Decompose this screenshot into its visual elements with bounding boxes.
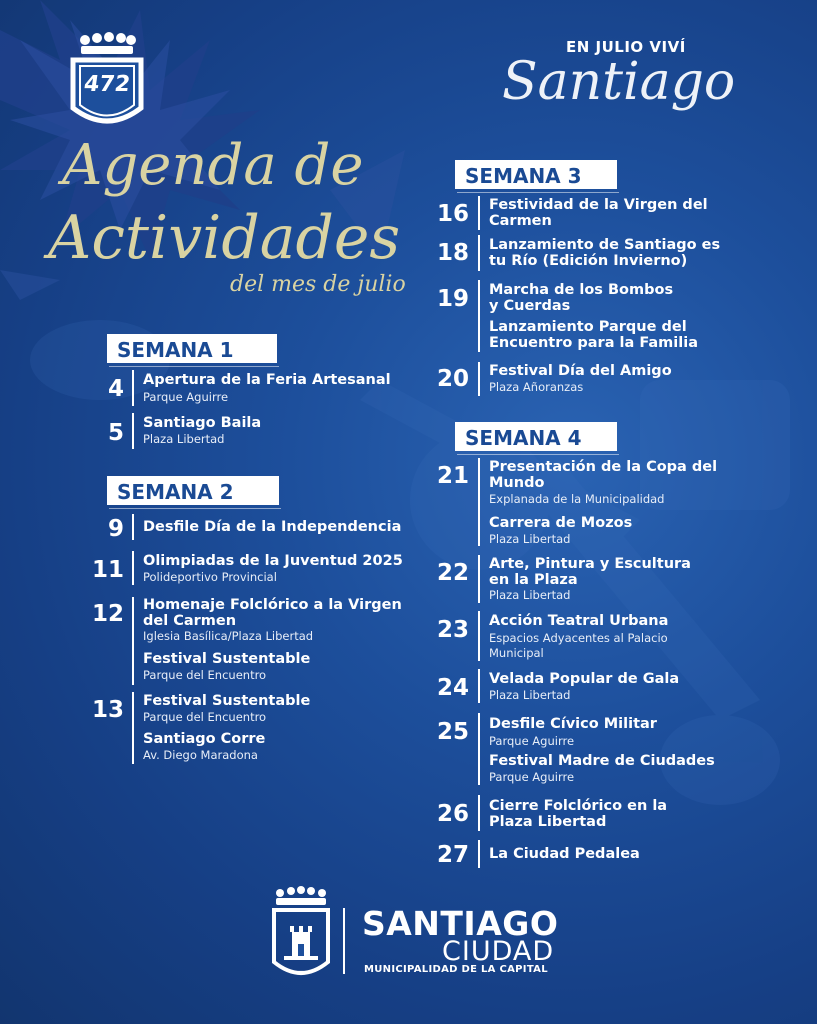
divider bbox=[132, 551, 134, 585]
event-title: tu Río (Edición Invierno) bbox=[489, 253, 688, 269]
event-place: Municipal bbox=[489, 646, 544, 660]
event-title: Encuentro para la Familia bbox=[489, 335, 698, 351]
divider bbox=[132, 597, 134, 685]
event-place: Plaza Libertad bbox=[489, 532, 571, 546]
event-place: Av. Diego Maradona bbox=[143, 748, 258, 762]
day-number: 19 bbox=[436, 286, 469, 312]
day-number: 23 bbox=[436, 617, 469, 643]
event-title: del Carmen bbox=[143, 613, 237, 629]
tagline-city: Santiago bbox=[502, 52, 736, 112]
event-title: Olimpiadas de la Juventud 2025 bbox=[143, 553, 403, 569]
event-place: Polideportivo Provincial bbox=[143, 570, 277, 584]
day-number: 26 bbox=[436, 801, 469, 827]
event-title: Velada Popular de Gala bbox=[489, 671, 680, 687]
event-title: Festival Sustentable bbox=[143, 651, 311, 667]
event-title: Apertura de la Feria Artesanal bbox=[143, 372, 391, 388]
day-number: 9 bbox=[107, 516, 124, 542]
week-4-label: SEMANA 4 bbox=[455, 422, 617, 451]
event-title: Marcha de los Bombos bbox=[489, 282, 674, 298]
day-number: 27 bbox=[436, 842, 469, 868]
day-number: 20 bbox=[436, 366, 469, 392]
page-title-line2: Actividades bbox=[48, 203, 401, 273]
tagline-top: EN JULIO VIVÍ bbox=[566, 38, 686, 56]
divider bbox=[132, 370, 134, 406]
footer-brand-line2: CIUDAD bbox=[442, 936, 555, 967]
day-number: 5 bbox=[107, 420, 124, 446]
event-title: Desfile Cívico Militar bbox=[489, 716, 657, 732]
day-number: 25 bbox=[436, 719, 469, 745]
divider bbox=[478, 235, 480, 271]
week-3-label: SEMANA 3 bbox=[455, 160, 617, 189]
event-title: Cierre Folclórico en la bbox=[489, 798, 668, 814]
event-title: Acción Teatral Urbana bbox=[489, 613, 669, 629]
event-title: Lanzamiento Parque del bbox=[489, 319, 687, 335]
event-title: Presentación de la Copa del bbox=[489, 459, 718, 475]
divider bbox=[478, 713, 480, 785]
divider bbox=[478, 611, 480, 661]
day-number: 21 bbox=[436, 463, 469, 489]
event-place: Plaza Libertad bbox=[143, 432, 225, 446]
event-title: Festival Madre de Ciudades bbox=[489, 753, 715, 769]
event-title: Festividad de la Virgen del bbox=[489, 197, 708, 213]
day-number: 22 bbox=[436, 560, 469, 586]
day-number: 16 bbox=[436, 201, 469, 227]
divider bbox=[478, 555, 480, 603]
event-place: Espacios Adyacentes al Palacio bbox=[489, 631, 668, 645]
divider bbox=[132, 413, 134, 449]
event-title: y Cuerdas bbox=[489, 298, 571, 314]
week-1-label: SEMANA 1 bbox=[107, 334, 277, 363]
event-place: Parque del Encuentro bbox=[143, 710, 267, 724]
divider bbox=[478, 458, 480, 546]
footer-divider bbox=[343, 908, 345, 974]
municipal-crest-icon bbox=[270, 884, 332, 984]
badge-number: 472 bbox=[82, 72, 132, 97]
page-subtitle: del mes de julio bbox=[230, 272, 406, 297]
event-title: Desfile Día de la Independencia bbox=[143, 519, 402, 535]
event-title: Santiago Baila bbox=[143, 415, 262, 431]
divider bbox=[478, 362, 480, 396]
event-title: Carrera de Mozos bbox=[489, 515, 633, 531]
day-number: 12 bbox=[91, 601, 124, 627]
event-place: Iglesia Basílica/Plaza Libertad bbox=[143, 629, 314, 643]
event-place: Plaza Libertad bbox=[489, 688, 571, 702]
divider bbox=[132, 692, 134, 764]
day-number: 13 bbox=[91, 697, 124, 723]
event-place: Parque Aguirre bbox=[489, 734, 575, 748]
divider bbox=[132, 514, 134, 540]
divider bbox=[478, 196, 480, 230]
page-title-line1: Agenda de bbox=[62, 133, 364, 198]
divider bbox=[478, 669, 480, 703]
event-title: Homenaje Folclórico a la Virgen bbox=[143, 597, 402, 613]
event-title: Festival Día del Amigo bbox=[489, 363, 672, 379]
event-title: La Ciudad Pedalea bbox=[489, 846, 640, 862]
event-title: Mundo bbox=[489, 475, 545, 491]
footer-brand-line1: SANTIAGO bbox=[362, 904, 559, 943]
event-place: Explanada de la Municipalidad bbox=[489, 492, 665, 506]
event-title: en la Plaza bbox=[489, 572, 578, 588]
event-place: Plaza Libertad bbox=[489, 588, 571, 602]
divider bbox=[478, 795, 480, 831]
divider bbox=[478, 840, 480, 868]
footer-brand-line3: MUNICIPALIDAD DE LA CAPITAL bbox=[364, 964, 548, 975]
day-number: 18 bbox=[436, 240, 469, 266]
event-title: Lanzamiento de Santiago es bbox=[489, 237, 721, 253]
event-title: Santiago Corre bbox=[143, 731, 266, 747]
day-number: 11 bbox=[91, 557, 124, 583]
day-number: 24 bbox=[436, 675, 469, 701]
event-title: Arte, Pintura y Escultura bbox=[489, 556, 691, 572]
divider bbox=[478, 280, 480, 352]
event-place: Parque Aguirre bbox=[143, 390, 229, 404]
event-title: Carmen bbox=[489, 213, 552, 229]
day-number: 4 bbox=[107, 376, 124, 402]
event-place: Parque Aguirre bbox=[489, 770, 575, 784]
event-place: Parque del Encuentro bbox=[143, 668, 267, 682]
event-title: Festival Sustentable bbox=[143, 693, 311, 709]
event-place: Plaza Añoranzas bbox=[489, 380, 584, 394]
event-title: Plaza Libertad bbox=[489, 814, 607, 830]
week-2-label: SEMANA 2 bbox=[107, 476, 279, 505]
